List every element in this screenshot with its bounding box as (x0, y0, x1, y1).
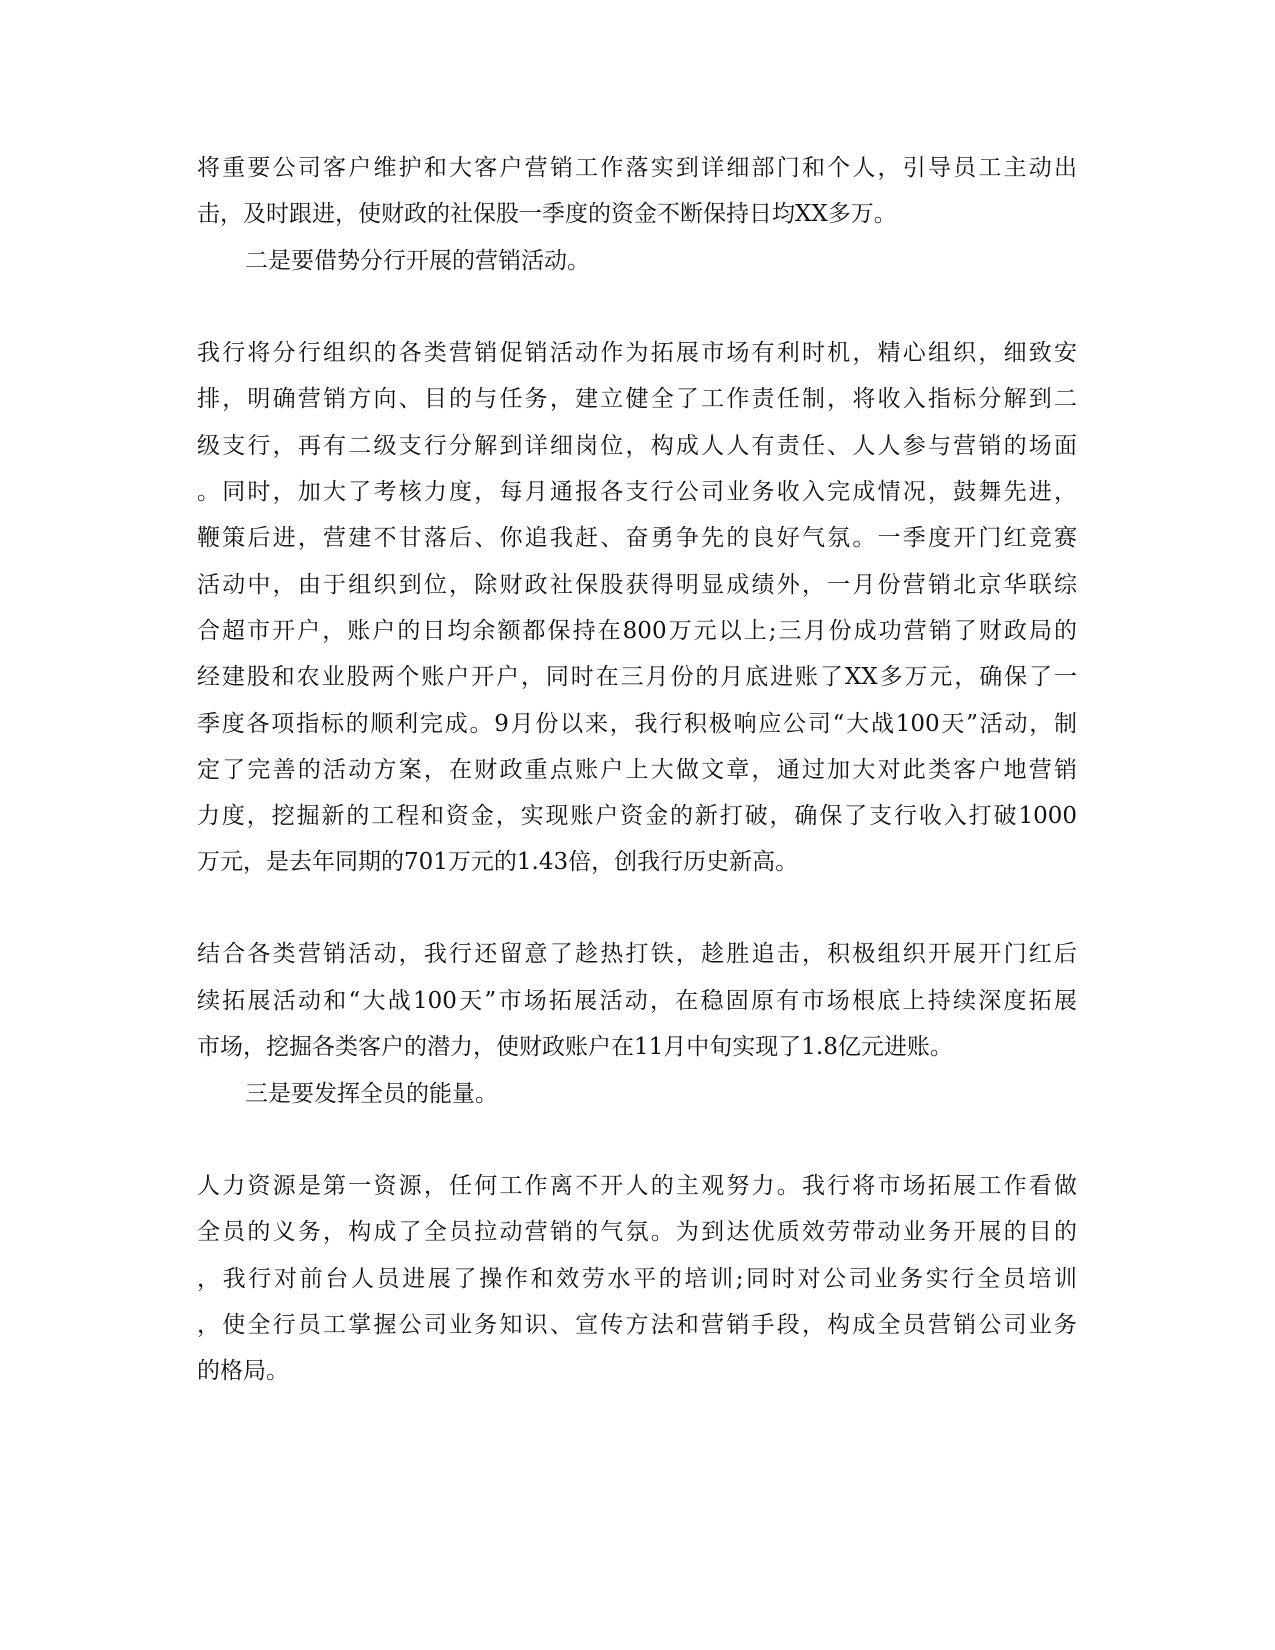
paragraph-2-line-1: 我行将分行组织的各类营销促销活动作为拓展市场有利时机，精心组织，细致安 (197, 340, 1077, 366)
paragraph-3-line-1: 结合各类营销活动，我行还留意了趁热打铁，趁胜追击，积极组织开展开门红后 (197, 941, 1077, 967)
paragraph-2-line-5: 鞭策后进，营建不甘落后、你追我赶、奋勇争先的良好气氛。一季度开门红竞赛 (197, 525, 1077, 551)
paragraph-2-line-2: 排，明确营销方向、目的与任务，建立健全了工作责任制，将收入指标分解到二 (197, 386, 1077, 412)
paragraph-2-line-7: 合超市开户，账户的日均余额都保持在800万元以上;三月份成功营销了财政局的 (197, 618, 1077, 644)
section-heading-3: 三是要发挥全员的能量。 (245, 1081, 498, 1107)
paragraph-4-line-3: ，我行对前台人员进展了操作和效劳水平的培训;同时对公司业务实行全员培训 (197, 1266, 1077, 1292)
paragraph-2-line-6: 活动中，由于组织到位，除财政社保股获得明显成绩外，一月份营销北京华联综 (197, 572, 1077, 598)
paragraph-1-line-2: 击，及时跟进，使财政的社保股一季度的资金不断保持日均XX多万。 (197, 201, 897, 227)
paragraph-4-line-2: 全员的义务，构成了全员拉动营销的气氛。为到达优质效劳带动业务开展的目的 (197, 1219, 1077, 1245)
paragraph-1-line-1: 将重要公司客户维护和大客户营销工作落实到详细部门和个人，引导员工主动出 (197, 155, 1077, 181)
paragraph-2-line-11: 力度，挖掘新的工程和资金，实现账户资金的新打破，确保了支行收入打破1000 (197, 803, 1077, 829)
paragraph-2-line-9: 季度各项指标的顺利完成。9月份以来，我行积极响应公司“大战100天”活动，制 (197, 711, 1077, 737)
section-heading-2: 二是要借势分行开展的营销活动。 (245, 248, 590, 274)
paragraph-2-line-10: 定了完善的活动方案，在财政重点账户上大做文章，通过加大对此类客户地营销 (197, 757, 1077, 783)
paragraph-2-line-8: 经建股和农业股两个账户开户，同时在三月份的月底进账了XX多万元，确保了一 (197, 664, 1077, 690)
paragraph-4-line-4: ，使全行员工掌握公司业务知识、宣传方法和营销手段，构成全员营销公司业务 (197, 1312, 1077, 1338)
paragraph-2-line-4: 。同时，加大了考核力度，每月通报各支行公司业务收入完成情况，鼓舞先进， (197, 479, 1077, 505)
paragraph-3-line-2: 续拓展活动和“大战100天”市场拓展活动，在稳固原有市场根底上持续深度拓展 (197, 988, 1077, 1014)
paragraph-4-line-5: 的格局。 (197, 1358, 289, 1384)
paragraph-4-line-1: 人力资源是第一资源，任何工作离不开人的主观努力。我行将市场拓展工作看做 (197, 1173, 1077, 1199)
paragraph-2-line-12: 万元，是去年同期的701万元的1.43倍，创我行历史新高。 (197, 849, 799, 875)
paragraph-3-line-3: 市场，挖掘各类客户的潜力，使财政账户在11月中旬实现了1.8亿元进账。 (197, 1034, 953, 1060)
paragraph-2-line-3: 级支行，再有二级支行分解到详细岗位，构成人人有责任、人人参与营销的场面 (197, 433, 1077, 459)
